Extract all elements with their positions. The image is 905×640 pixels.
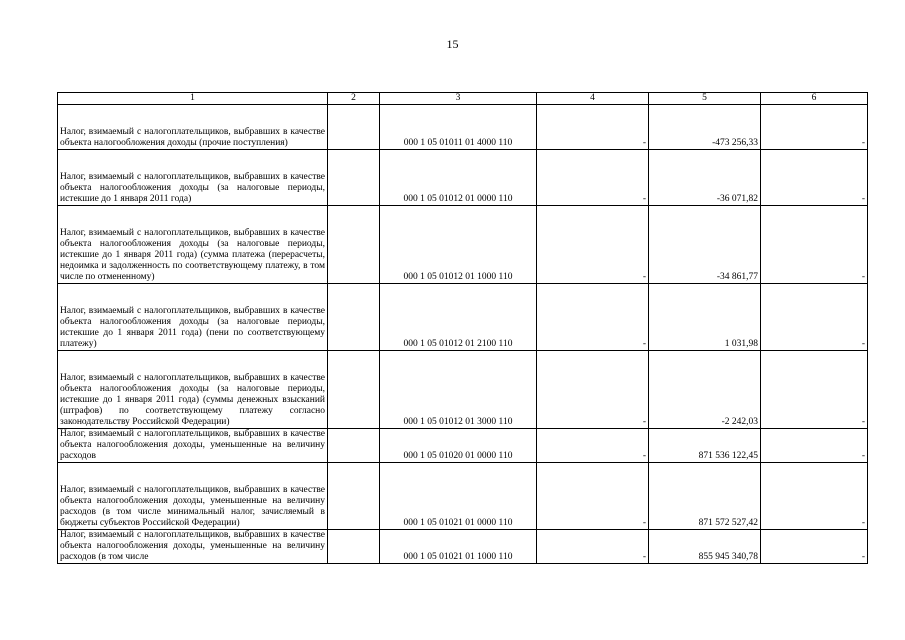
row-col6: - [761, 284, 868, 351]
row-amount: 1 031,98 [649, 284, 761, 351]
table-row [58, 351, 868, 429]
row-code: 000 1 05 01021 01 1000 110 [380, 530, 537, 564]
row-amount: -473 256,33 [649, 105, 761, 150]
page-number: 15 [446, 37, 459, 51]
row-code: 000 1 05 01012 01 3000 110 [380, 351, 537, 429]
row-col2 [328, 463, 380, 530]
revenue-table [57, 92, 868, 564]
row-col4: - [537, 463, 649, 530]
row-col2 [328, 351, 380, 429]
column-header-3: 3 [380, 93, 537, 105]
column-header-1: 1 [58, 93, 328, 105]
row-col6: - [761, 150, 868, 206]
table-row [58, 429, 868, 463]
row-name: Налог, взимаемый с налогоплательщиков, выбравших в качестве объекта налогообложения доходы (за налоговые периоды, истекшие до 1 января 2011 года) (суммы денежных взысканий (штрафов) по соответствующему платежу согласно законодательству Российской Федерации) [58, 351, 328, 429]
row-name: Налог, взимаемый с налогоплательщиков, выбравших в качестве объекта налогообложения доходы, уменьшенные на величину расходов [58, 429, 328, 463]
row-col4: - [537, 284, 649, 351]
row-code: 000 1 05 01012 01 0000 110 [380, 150, 537, 206]
table-row [58, 150, 868, 206]
row-col6: - [761, 463, 868, 530]
table-row [58, 530, 868, 564]
row-amount: -34 861,77 [649, 206, 761, 284]
row-col4: - [537, 206, 649, 284]
row-col6: - [761, 530, 868, 564]
row-col4: - [537, 351, 649, 429]
row-amount: 871 536 122,45 [649, 429, 761, 463]
row-code: 000 1 05 01020 01 0000 110 [380, 429, 537, 463]
row-col2 [328, 206, 380, 284]
row-name: Налог, взимаемый с налогоплательщиков, выбравших в качестве объекта налогообложения доходы (прочие поступления) [58, 105, 328, 150]
row-name: Налог, взимаемый с налогоплательщиков, выбравших в качестве объекта налогообложения доходы, уменьшенные на величину расходов (в том числе [58, 530, 328, 564]
column-header-2: 2 [328, 93, 380, 105]
row-col6: - [761, 351, 868, 429]
column-number-row [58, 93, 868, 105]
row-col6: - [761, 105, 868, 150]
row-code: 000 1 05 01012 01 2100 110 [380, 284, 537, 351]
row-amount: 855 945 340,78 [649, 530, 761, 564]
table-row [58, 105, 868, 150]
row-name: Налог, взимаемый с налогоплательщиков, выбравших в качестве объекта налогообложения доходы (за налоговые периоды, истекшие до 1 января 2011 года) (сумма платежа (перерасчеты, недоимка и задолженность по соответствующему платежу, в том числе по отмененному) [58, 206, 328, 284]
column-header-4: 4 [537, 93, 649, 105]
row-col4: - [537, 105, 649, 150]
row-col6: - [761, 206, 868, 284]
row-name: Налог, взимаемый с налогоплательщиков, выбравших в качестве объекта налогообложения доходы (за налоговые периоды, истекшие до 1 января 2011 года) [58, 150, 328, 206]
row-code: 000 1 05 01012 01 1000 110 [380, 206, 537, 284]
row-amount: -36 071,82 [649, 150, 761, 206]
table-row [58, 463, 868, 530]
row-col4: - [537, 429, 649, 463]
row-col2 [328, 284, 380, 351]
row-col2 [328, 105, 380, 150]
row-col2 [328, 429, 380, 463]
row-col4: - [537, 150, 649, 206]
row-amount: 871 572 527,42 [649, 463, 761, 530]
row-col6: - [761, 429, 868, 463]
table-row [58, 206, 868, 284]
table-row [58, 284, 868, 351]
row-code: 000 1 05 01011 01 4000 110 [380, 105, 537, 150]
row-amount: -2 242,03 [649, 351, 761, 429]
row-col4: - [537, 530, 649, 564]
column-header-6: 6 [761, 93, 868, 105]
row-col2 [328, 530, 380, 564]
row-name: Налог, взимаемый с налогоплательщиков, выбравших в качестве объекта налогообложения доходы, уменьшенные на величину расходов (в том числе минимальный налог, зачисляемый в бюджеты субъектов Российской Федерации) [58, 463, 328, 530]
row-code: 000 1 05 01021 01 0000 110 [380, 463, 537, 530]
row-name: Налог, взимаемый с налогоплательщиков, выбравших в качестве объекта налогообложения доходы (за налоговые периоды, истекшие до 1 января 2011 года) (пени по соответствующему платежу) [58, 284, 328, 351]
column-header-5: 5 [649, 93, 761, 105]
row-col2 [328, 150, 380, 206]
